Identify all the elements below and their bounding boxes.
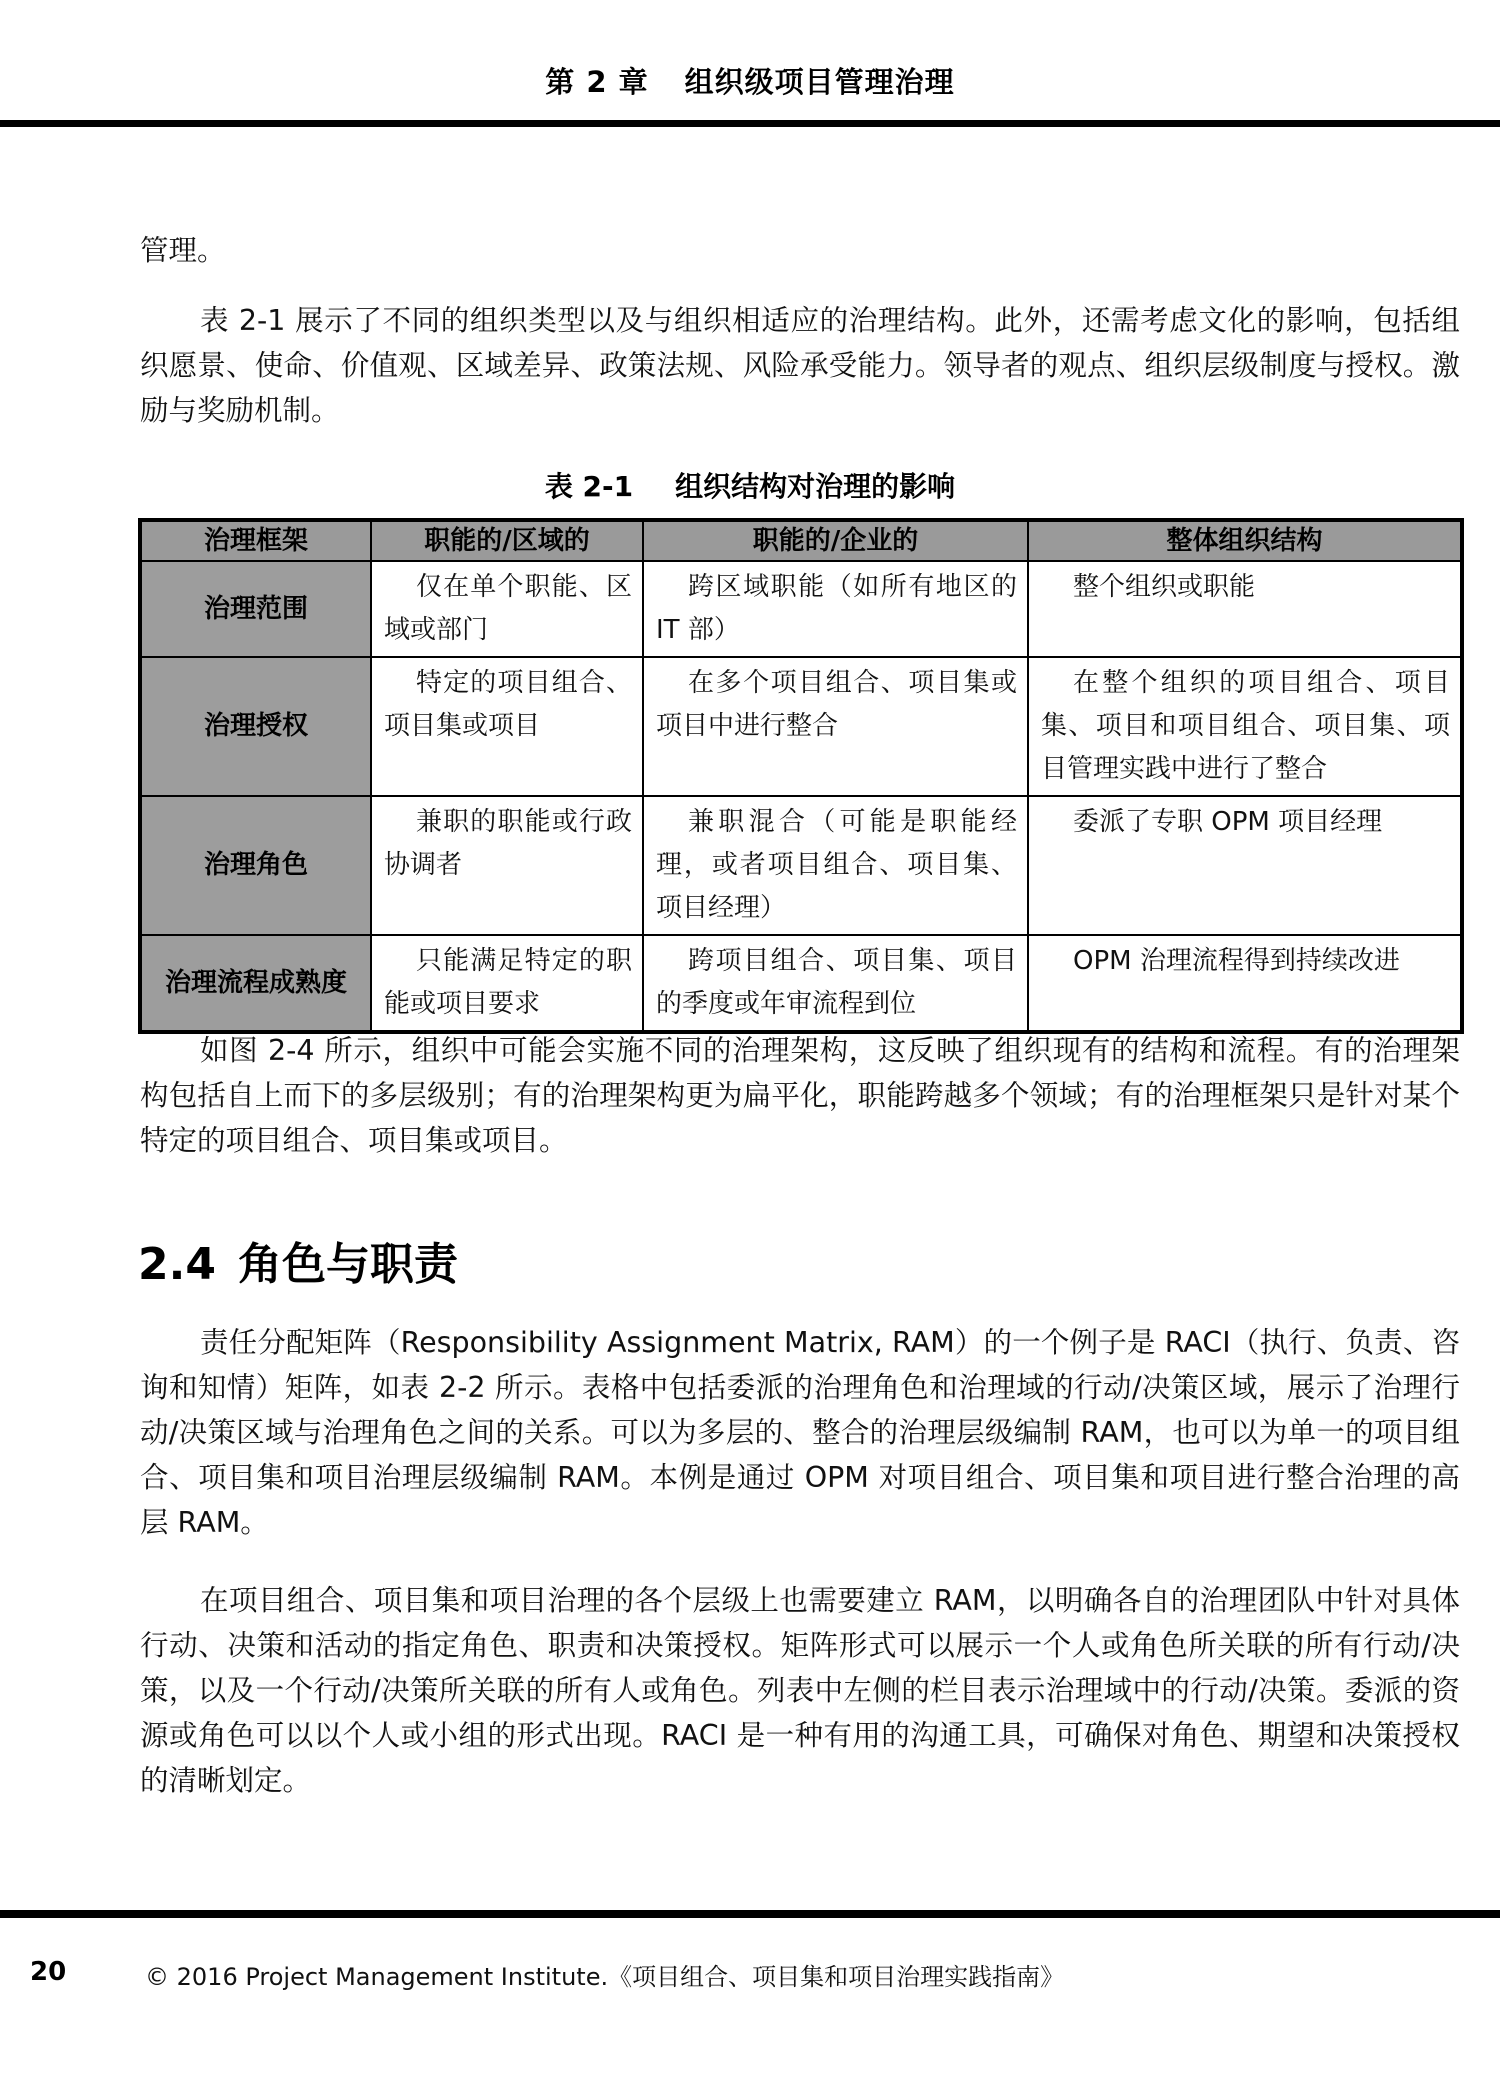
table-row [140,657,1462,796]
table-row [140,561,1462,657]
paragraph-raci: 在项目组合、项目集和项目治理的各个层级上也需要建立 RAM，以明确各自的治理团队中针对具体行动、决策和活动的指定角色、职责和决策授权。矩阵形式可以展示一个人或角色所关联的所有行动/决策，以及一个行动/决策所关联的所有人或角色。列表中左侧的栏目表示治理域中的行动/决策。委派的资源或角色可以以个人或小组的形式出现。RACI 是一种有用的沟通工具，可确保对角色、期望和决策授权的清晰划定。 [140,1584,1460,1797]
cell-text: 整个组织或职能 [1073,572,1256,602]
table-caption-number: 表 2-1 [544,470,634,503]
paragraph-ram: 责任分配矩阵（Responsibility Assignment Matrix, RAM）的一个例子是 RACI（执行、负责、咨询和知情）矩阵，如表 2-2 所示。表格中包括委派的治理角色和治理域的行动/决策区域，展示了治理行动/决策区域与治理角色之间的关系。可以为多层的、整合的治理层级编制 RAM，也可以为单一的项目组合、项目集和项目治理层级编制 RAM。本例是通过 OPM 对项目组合、项目集和项目进行整合治理的高层 RAM。 [140,1326,1460,1539]
column-header: 整体组织结构 [1028,520,1462,561]
column-header: 治理框架 [140,520,371,561]
cell-text: 仅在单个职能、区域或部门 [384,572,632,645]
table-caption-title: 组织结构对治理的影响 [675,470,956,503]
cell-text: 兼职的职能或行政协调者 [384,807,632,880]
table-cell [371,796,643,935]
header-rule [0,120,1500,127]
chapter-number: 第 2 章 [545,65,649,99]
table-cell [643,935,1028,1032]
chapter-header [0,60,1500,101]
paragraph-figure-ref: 如图 2-4 所示，组织中可能会实施不同的治理架构，这反映了组织现有的结构和流程。有的治理架构包括自上而下的多层级别；有的治理架构更为扁平化，职能跨越多个领域；有的治理框架只是针对某个特定的项目组合、项目集或项目。 [140,1034,1460,1157]
table-cell [371,935,643,1032]
governance-table [138,518,1464,1034]
page-number: 20 [30,1957,67,1987]
paragraph-table-intro: 表 2-1 展示了不同的组织类型以及与组织相适应的治理结构。此外，还需考虑文化的影响，包括组织愿景、使命、价值观、区域差异、政策法规、风险承受能力。领导者的观点、组织层级制度与授权。激励与奖励机制。 [140,304,1460,427]
row-header: 治理角色 [140,796,371,935]
section-title: 角色与职责 [238,1239,458,1290]
table-cell [643,561,1028,657]
footer-rule [0,1910,1500,1918]
cell-text: 跨区域职能（如所有地区的 IT 部） [656,572,1017,645]
cell-text: 特定的项目组合、项目集或项目 [384,668,632,741]
cell-text: 在整个组织的项目组合、项目集、项目和项目组合、项目集、项目管理实践中进行了整合 [1041,668,1450,784]
table-row [140,796,1462,935]
table-cell [1028,657,1462,796]
table-row [140,935,1462,1032]
cell-text: 只能满足特定的职能或项目要求 [384,946,632,1019]
cell-text: 在多个项目组合、项目集或项目中进行整合 [656,668,1017,741]
cell-text: 委派了专职 OPM 项目经理 [1073,807,1383,837]
column-header: 职能的/企业的 [643,520,1028,561]
section-number: 2.4 [138,1239,216,1290]
table-cell [371,657,643,796]
table-cell [1028,796,1462,935]
section-heading [138,1228,458,1292]
table-cell [1028,561,1462,657]
paragraph-continuation: 管理。 [140,234,226,267]
cell-text: 跨项目组合、项目集、项目的季度或年审流程到位 [656,946,1017,1019]
cell-text: OPM 治理流程得到持续改进 [1073,946,1400,976]
chapter-title: 组织级项目管理治理 [684,65,955,99]
table-cell [371,561,643,657]
row-header: 治理流程成熟度 [140,935,371,1032]
table-caption [0,465,1500,505]
row-header: 治理授权 [140,657,371,796]
cell-text: 兼职混合（可能是职能经理，或者项目组合、项目集、项目经理） [656,807,1017,923]
table-cell [643,796,1028,935]
table-cell [1028,935,1462,1032]
row-header: 治理范围 [140,561,371,657]
column-header: 职能的/区域的 [371,520,643,561]
table-cell [643,657,1028,796]
table-header-row [140,520,1462,561]
footer-copyright: © 2016 Project Management Institute.《项目组合、项目集和项目治理实践指南》 [145,1963,1065,1991]
